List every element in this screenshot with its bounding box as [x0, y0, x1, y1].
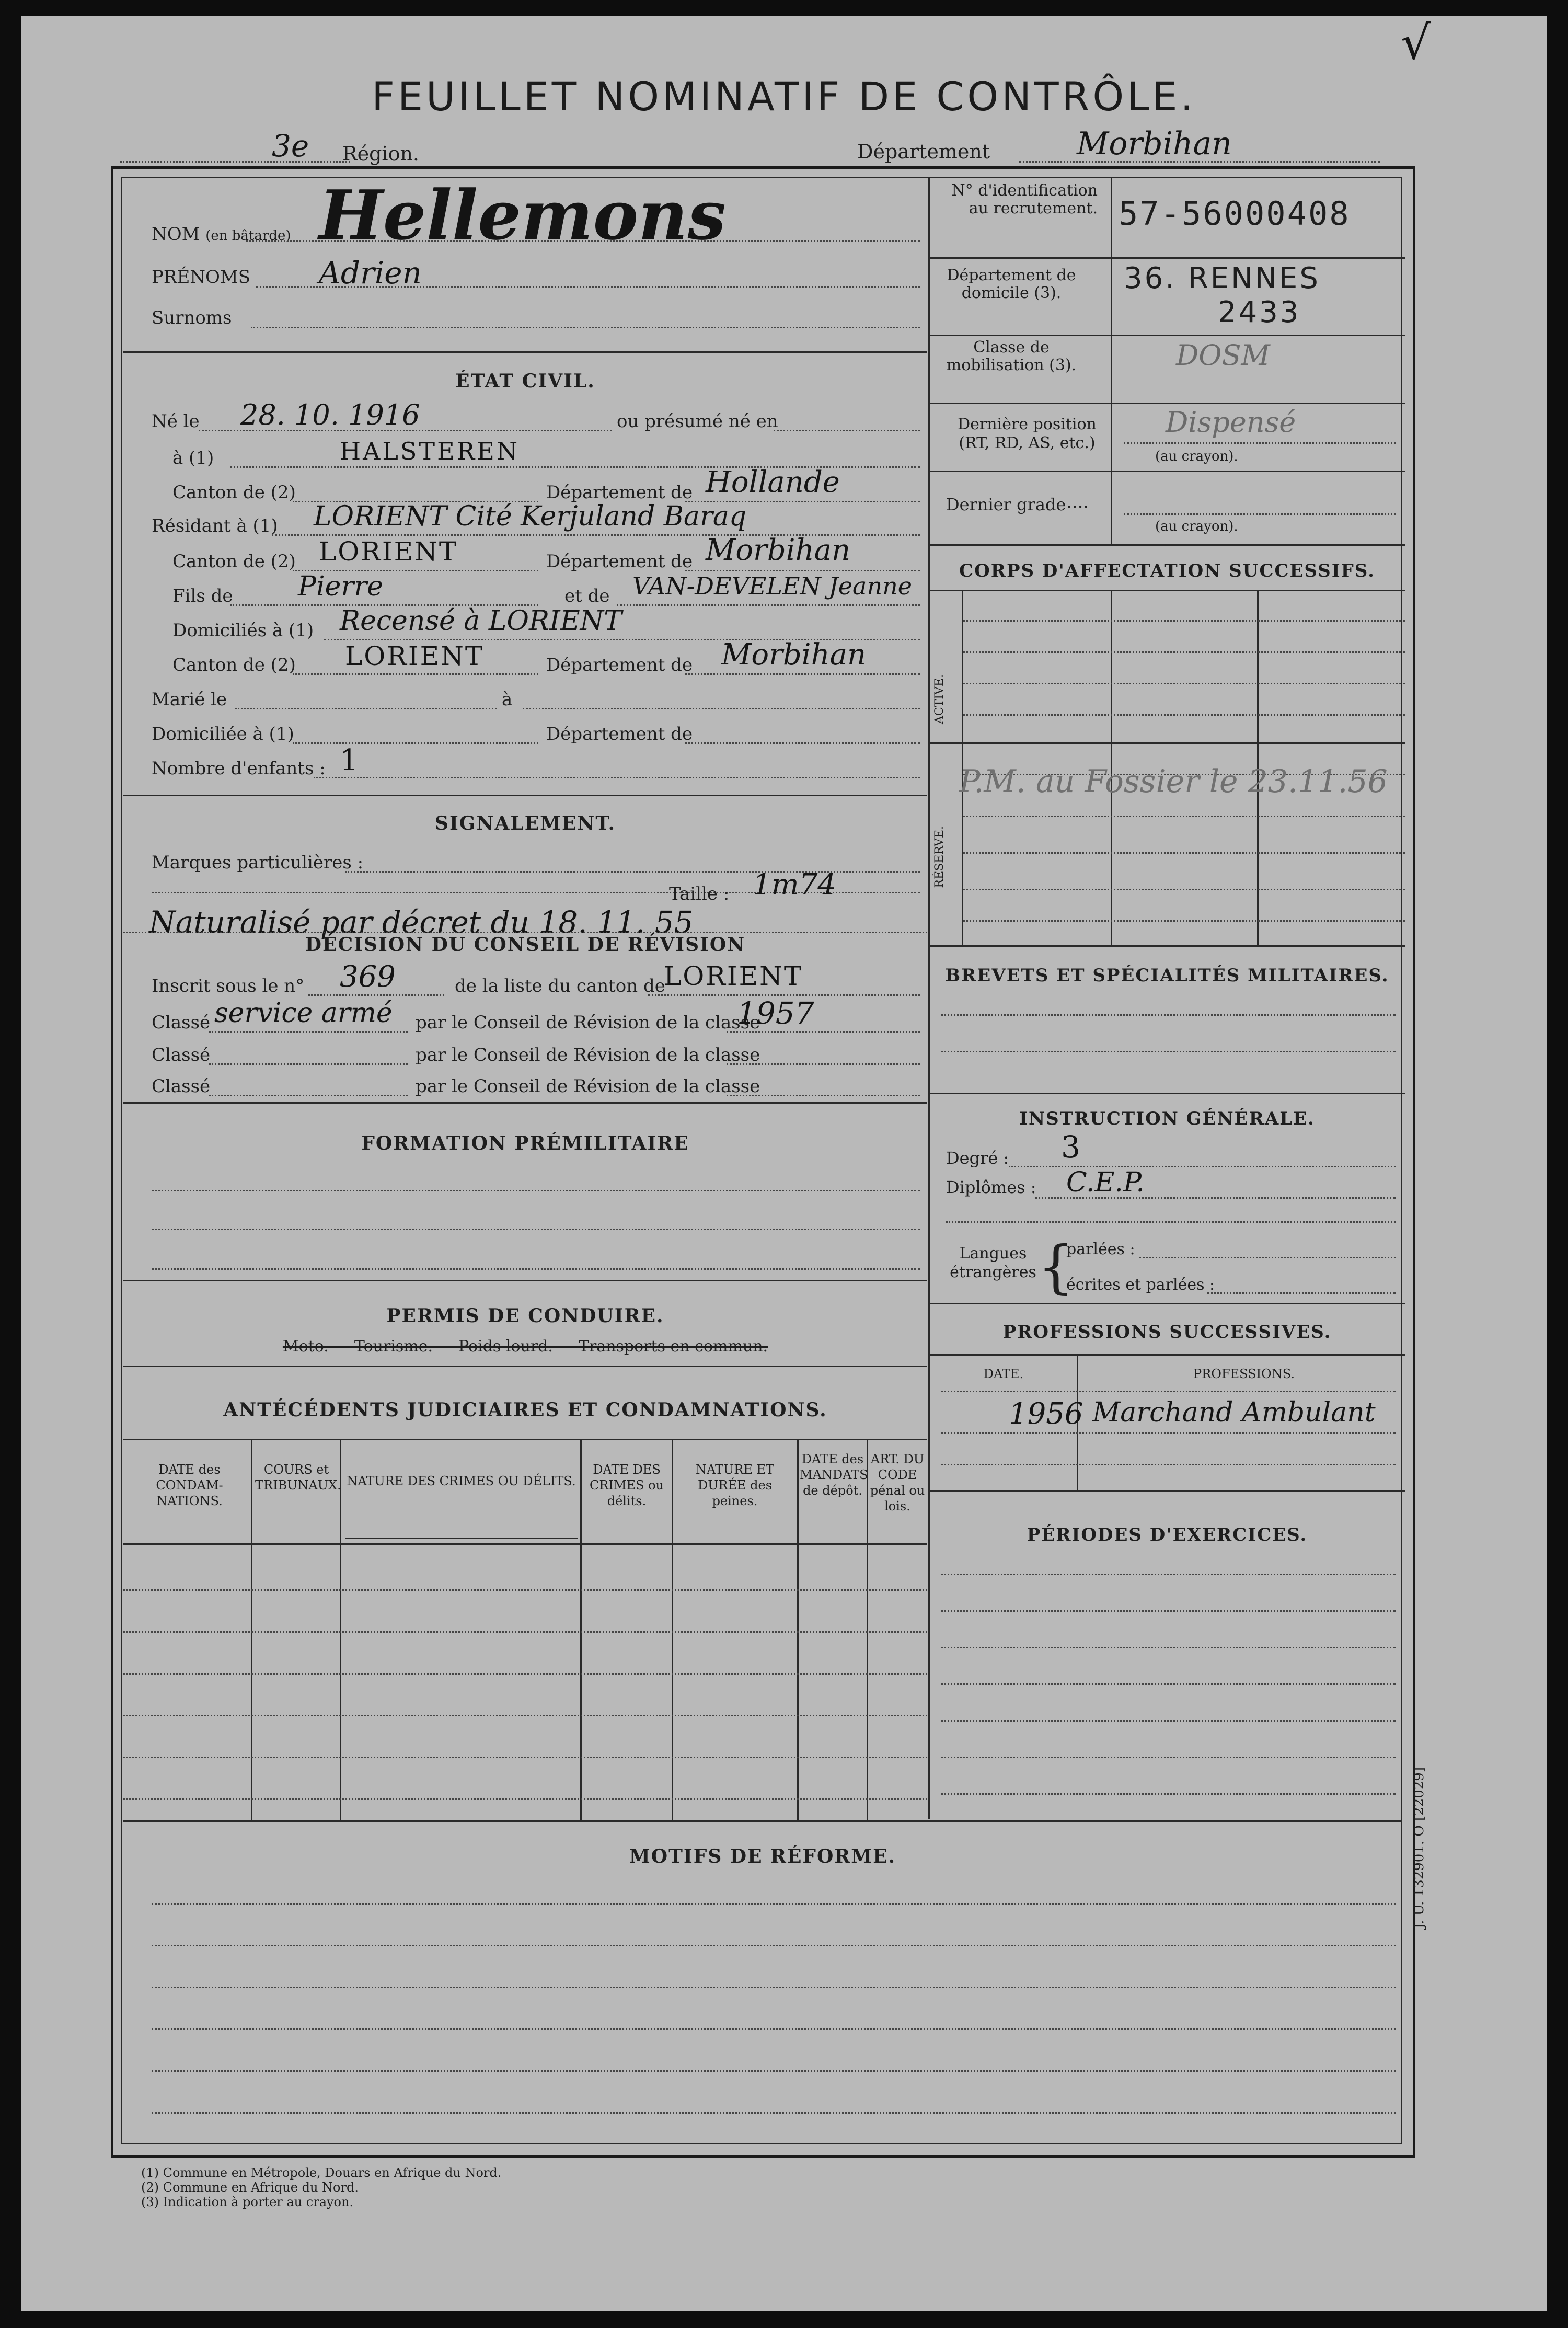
- prof-col-date: DATE.: [983, 1367, 1024, 1381]
- par3-label: par le Conseil de Révision de la classe: [416, 1076, 760, 1097]
- ecrites-label: écrites et parlées :: [1066, 1276, 1215, 1294]
- degre-value: 3: [1061, 1129, 1080, 1165]
- region-number: 3e: [272, 128, 309, 164]
- ident-label: N° d'identification au recrutement.: [951, 181, 1098, 217]
- col-art-code: ART. DU CODE pénal ou lois.: [870, 1452, 925, 1513]
- domiciliee-label: Domiciliée à (1): [152, 724, 294, 744]
- dept3-value: Morbihan: [721, 638, 867, 672]
- liste-value: LORIENT: [664, 961, 803, 991]
- col-cours-tribunaux: COURS et TRIBUNAUX.: [255, 1462, 341, 1493]
- domicilies-label: Domiciliés à (1): [172, 620, 314, 641]
- fils-label: Fils de: [172, 586, 233, 606]
- col-date-mandats: DATE des MANDATS de dépôt.: [800, 1452, 868, 1498]
- dep-dom-value1: 36. RENNES: [1124, 261, 1320, 295]
- canton-label: Canton de (2): [172, 482, 296, 503]
- diplomes-value: C.E.P.: [1066, 1167, 1145, 1198]
- classe2-label: Classé: [152, 1045, 211, 1065]
- conseil-header: DÉCISION DU CONSEIL DE RÉVISION: [305, 934, 746, 956]
- enfants-value: 1: [340, 743, 359, 777]
- lieu-label: à (1): [172, 448, 214, 468]
- formation-header: FORMATION PRÉMILITAIRE: [361, 1132, 689, 1154]
- grade-label: Dernier grade: [946, 495, 1066, 514]
- footnote-3: (3) Indication à porter au crayon.: [141, 2195, 354, 2209]
- marques-label: Marques particulières :: [152, 852, 364, 873]
- enfants-label: Nombre d'enfants :: [152, 758, 326, 779]
- par2-label: par le Conseil de Révision de la classe: [416, 1045, 760, 1065]
- motifs-header: MOTIFS DE RÉFORME.: [629, 1845, 896, 1867]
- permis-types: Moto. — Tourisme. — Poids lourd. — Transports en commun.: [282, 1337, 768, 1356]
- par1-label: par le Conseil de Révision de la classe: [416, 1012, 760, 1033]
- inscrit-label: Inscrit sous le n°: [152, 976, 305, 996]
- dep-dom-value2: 2433: [1218, 295, 1301, 329]
- periodes-header: PÉRIODES D'EXERCICES.: [1027, 1524, 1308, 1545]
- surnoms-label: Surnoms: [152, 307, 232, 328]
- par1-value: 1957: [737, 995, 814, 1031]
- prenoms-label: PRÉNOMS: [152, 267, 251, 288]
- dept-value: Hollande: [706, 465, 840, 499]
- classe1-label: Classé: [152, 1012, 211, 1033]
- col-nature-crimes: NATURE DES CRIMES OU DÉLITS.: [347, 1474, 576, 1488]
- et-de-value: VAN-DEVELEN Jeanne: [632, 572, 912, 600]
- resident-label: Résidant à (1): [152, 515, 278, 536]
- dept4-label: Département de: [546, 724, 693, 744]
- col-nature-peines: NATURE ET DURÉE des peines.: [696, 1462, 774, 1508]
- footnote-1: (1) Commune en Métropole, Douars en Afrique du Nord.: [141, 2165, 502, 2180]
- col-date-crimes: DATE DES CRIMES ou délits.: [590, 1462, 664, 1508]
- departement-label: Département: [857, 140, 990, 163]
- active-label: ACTIVE.: [933, 674, 946, 725]
- nom-value: Hellemons: [319, 175, 726, 255]
- presume-label: ou présumé né en: [617, 411, 778, 432]
- au-crayon-grade: (au crayon).: [1155, 519, 1238, 534]
- print-reference: J. U. 132901. O [22029]: [1411, 1767, 1427, 1929]
- prof-row-date: 1956: [1009, 1397, 1083, 1431]
- dept2-label: Département de: [546, 551, 693, 572]
- signalement-header: SIGNALEMENT.: [434, 812, 616, 834]
- classe-mob-label: Classe de mobilisation (3).: [946, 338, 1077, 374]
- permis-header: PERMIS DE CONDUIRE.: [386, 1305, 664, 1327]
- canton2-label: Canton de (2): [172, 551, 296, 572]
- departement-value: Morbihan: [1077, 125, 1232, 162]
- position-value: Dispensé: [1166, 406, 1296, 439]
- brevets-header: BREVETS ET SPÉCIALITÉS MILITAIRES.: [945, 965, 1389, 986]
- fils-value: Pierre: [298, 571, 383, 602]
- classe1-value: service armé: [214, 997, 393, 1029]
- naturalisation-note: Naturalisé par décret du 18. 11. 55: [149, 904, 694, 940]
- ne-le-value: 28. 10. 1916: [240, 398, 420, 431]
- footnote-2: (2) Commune en Afrique du Nord.: [141, 2180, 359, 2195]
- liste-label: de la liste du canton de: [455, 976, 665, 996]
- prenoms-value: Adrien: [319, 255, 422, 291]
- parlees-label: parlées :: [1066, 1240, 1135, 1258]
- taille-label: Taille :: [669, 884, 730, 904]
- corps-entry: P.M. au Fossier le 23.11.56: [959, 763, 1388, 800]
- check-mark: √: [1401, 16, 1431, 71]
- canton3-value: LORIENT: [345, 641, 485, 671]
- diplomes-label: Diplômes :: [946, 1177, 1036, 1197]
- canton2-value: LORIENT: [319, 536, 458, 567]
- antecedents-header: ANTÉCÉDENTS JUDICIAIRES ET CONDAMNATIONS.: [223, 1399, 827, 1421]
- dept-label: Département de: [546, 482, 693, 503]
- col-date-condamnations: DATE des CONDAM-NATIONS.: [156, 1462, 223, 1508]
- etat-civil-header: ÉTAT CIVIL.: [455, 370, 595, 392]
- lieu-value: HALSTEREN: [340, 437, 520, 465]
- region-label: Région.: [342, 142, 420, 165]
- form-title: FEUILLET NOMINATIF DE CONTRÔLE.: [372, 73, 1196, 120]
- footnotes: [141, 2165, 501, 2209]
- instruction-header: INSTRUCTION GÉNÉRALE.: [1019, 1108, 1315, 1129]
- marie-a-label: à: [502, 689, 513, 710]
- taille-value: 1m74: [753, 868, 836, 902]
- resident-value: LORIENT Cité Kerjuland Baraq: [314, 501, 747, 532]
- langues-label: Langues étrangères: [950, 1244, 1036, 1281]
- prof-row-value: Marchand Ambulant: [1092, 1397, 1376, 1428]
- classe-mob-value: DOSM: [1176, 339, 1270, 372]
- ident-value: 57-56000408: [1119, 194, 1351, 233]
- dep-dom-label: Département de domicile (3).: [947, 266, 1076, 302]
- au-crayon-position: (au crayon).: [1155, 449, 1238, 464]
- et-de-label: et de: [564, 586, 610, 606]
- nom-label: NOM (en bâtarde): [152, 224, 291, 245]
- dept2-value: Morbihan: [706, 533, 851, 567]
- degre-label: Degré :: [946, 1148, 1009, 1168]
- inscrit-value: 369: [340, 960, 396, 994]
- canton3-label: Canton de (2): [172, 655, 296, 675]
- position-label: Dernière position (RT, RD, AS, etc.): [958, 415, 1097, 452]
- dept3-label: Département de: [546, 655, 693, 675]
- reserve-label: RÉSERVE.: [933, 826, 946, 888]
- corps-header: CORPS D'AFFECTATION SUCCESSIFS.: [959, 560, 1375, 581]
- prof-col-professions: PROFESSIONS.: [1193, 1367, 1295, 1381]
- domicilies-value: Recensé à LORIENT: [340, 605, 622, 637]
- classe3-label: Classé: [152, 1076, 211, 1097]
- marie-label: Marié le: [152, 689, 227, 710]
- professions-header: PROFESSIONS SUCCESSIVES.: [1002, 1322, 1332, 1343]
- ne-le-label: Né le: [152, 411, 200, 432]
